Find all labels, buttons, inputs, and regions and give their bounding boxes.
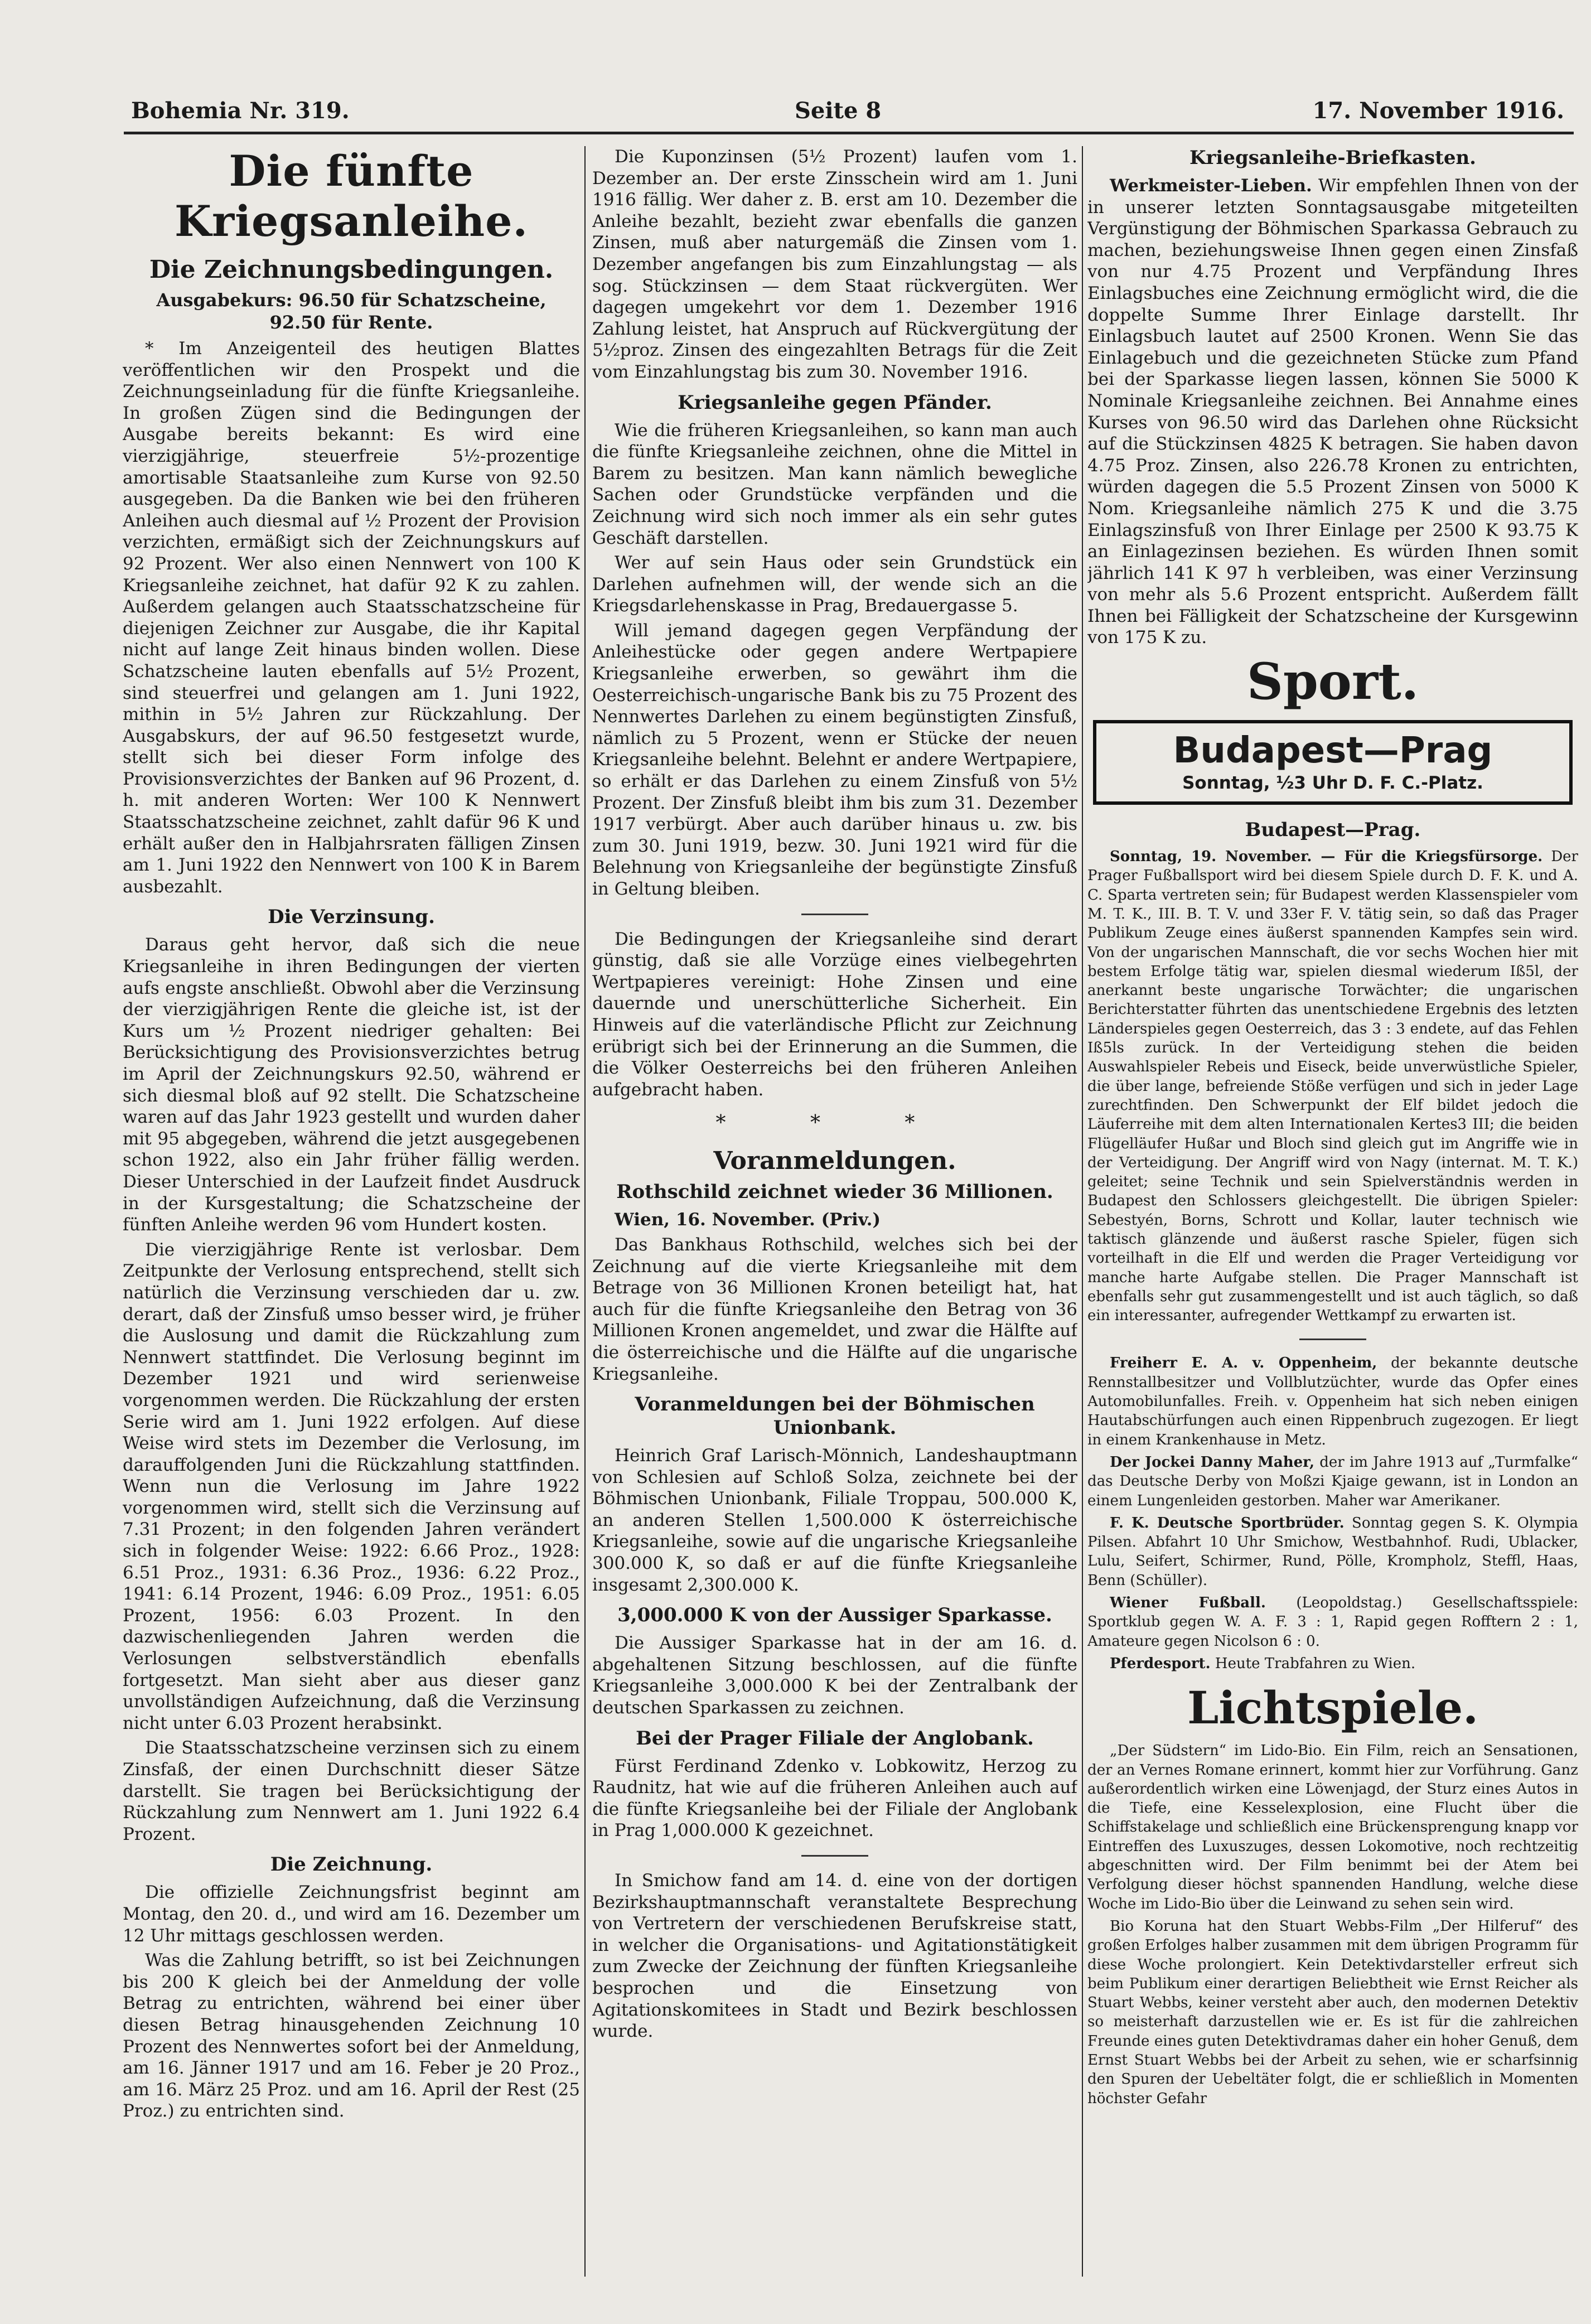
notice-lead: Freiherr E. A. v. Oppenheim, [1110,1355,1377,1372]
article-title: Die fünfte Kriegsanleihe. [175,146,528,246]
ad-title: Budapest—Prag [1173,730,1493,772]
issue-price-line-1: Ausgabekurs: 96.50 für Schatzscheine, [156,289,547,311]
notice-text: Der Prager Fußballsport wird bei diesem Spiele durch D. F. K. und A. C. Sparta vertreten sein; für Budapest werden Klassenspieler vom M. T. K., III. B. T. V. und 33er F. V. tätig sein, so daß das Prager Publikum Zeuge eines äußerst spannenden Kampfes sein wird. Von der ungarischen Mannschaft, die vor sechs Wochen hier mit bestem Erfolge tätig war, spielen diesmal wiederum Iß5l, der anerkannt beste ungarische Torwächter; die ungarischen Berichterstatter führten das unentschiedene Ergebnis des letzten Länderspieles gegen Oesterreich, das 3 : 3 endete, auf das Fehlen Iß5ls zurück. In der Verteidigung stehen die beiden Auswahlspieler Rebeis und Eiseck, beide unverwüstliche Spieler, die über lange, befreiende Stöße verfügen und sich in jeder Lage zurechtfinden. Den Schwerpunkt der Elf bildet jedoch die Läuferreihe mit dem alten Internationalen Kertes3 III; die beiden Flügelläufer Hußar und Bloch sind gleich gut im Angriffe wie in der Verteidigung. Der Angriff wird von Nagy (internat. M. T. K.) geleitet; seine Technik und sein Spielverständnis werden in Budapest den Schlossers gleichgestellt. Die übrigen Spieler: Sebestyén, Borns, Schrott und Kollar, lauter technisch wie taktisch glänzende und äußerst rasche Spieler, fügen sich vorteilhaft in die Elf und werden die Prager Verteidigung vor manche harte Aufgabe stellen. Die Prager Mannschaft ist ebenfalls sehr gut zusammengestellt und ist auch täglich, so daß ein interessanter, aufregender Wettkampf zu erwarten ist. [1087,848,1578,1325]
section-heading-zeichnung: Die Zeichnung. [270,1853,433,1876]
paragraph: Das Bankhaus Rothschild, welches sich bei der Zeichnung auf die vierte Kriegsanleihe mit dem Betrage von 36 Millionen Kronen beteiligt hat, hat auch für die fünfte Kriegsanleihe den Betrag von 36 Millionen Kronen angemeldet, und zwar die Hälfte auf die österreichische und die Hälfte auf die ungarische Kriegsanleihe. [592,1234,1077,1384]
section-heading-verzinsung: Die Verzinsung. [268,906,435,929]
subheading-anglobank: Bei der Prager Filiale der Anglobank. [636,1727,1034,1750]
section-heading-voranmeldungen: Voranmeldungen. [713,1147,956,1176]
notice-lead: Sonntag, 19. November. — Für die Kriegsfürsorge. [1110,848,1543,866]
paragraph: Will jemand dagegen gegen Verpfändung der Anleihestücke oder gegen andere Wertpapiere Kriegsanleihe erwerben, so gewährt ihm die Oesterreichisch-ungarische Bank bis zu 75 Prozent des Nennwertes Darlehen zu einem begünstigten Zinsfuß, nämlich zu 5 Prozent, wenn er Stücke der neuen Kriegsanleihe belehnt. Belehnt er andere Wertpapiere, so erhält er das Darlehen zu einem Zinsfuß von 5½ Prozent. Der Zinsfuß bleibt ihm bis zum 31. Dezember 1917 verbürgt. Aber auch darüber hinaus u. zw. bis zum 30. Juni 1919, bezw. 30. Juni 1921 wird für die Belehnung von Kriegsanleihe der begünstigte Zinsfuß in Geltung bleiben. [592,620,1077,899]
paragraph: Die Staatsschatzscheine verzinsen sich zu einem Zinsfaß, der einen Durchschnitt dieser Sätze darstellt. Sie tragen bei Berücksichtigung der Rückzahlung zum Nennwert am 1. Juni 1922 6.4 Prozent. [123,1738,580,1844]
notice-text: (Leopoldstag.) Gesellschaftsspiele: Sportklub gegen W. A. F. 3 : 1, Rapid gegen Rofftern 2 : 1, Amateure gegen Nicolson 6 : 0. [1087,1595,1578,1650]
column-1 [123,146,580,2288]
paragraph: Die offizielle Zeichnungsfrist beginnt am Montag, den 20. d., und wird am 16. Dezember um 12 Uhr mittags geschlossen werden. [123,1882,580,1946]
ad-subtitle: Sonntag, ½3 Uhr D. F. C.-Platz. [1182,773,1483,794]
paragraph: In Smichow fand am 14. d. eine von der dortigen Bezirkshauptmannschaft veranstaltete Besprechung von Vertretern der verschiedenen Berufskreise statt, in welcher die Organisations- und Agitationstätigkeit zum Zwecke der Zeichnung der fünften Kriegsanleihe besprochen und die Einsetzung von Agitationskomitees in Stadt und Bezirk beschlossen wurde. [592,1871,1077,2042]
notice-lead: Pferdesport. [1110,1655,1211,1672]
subheading-rothschild: Rothschild zeichnet wieder 36 Millionen. [616,1181,1053,1204]
header-rule [124,132,1574,134]
match-advertisement [1093,720,1573,805]
paragraph: Die Aussiger Sparkasse hat in der am 16. d. abgehaltenen Sitzung beschlossen, auf die fünfte Kriegsanleihe 3,000.000 K bei der Zentralbank der deutschen Sparkassen zu zeichnen. [592,1633,1077,1718]
page-header [131,98,1564,131]
notice-text: Sonntag gegen S. K. Olympia Pilsen. Abfahrt 10 Uhr Smichow, Westbahnhof. Rudi, Ublacker, Lulu, Seifert, Schirmer, Rund, Pölle, Krompholz, Steffl, Haas, Benn (Schüller). [1087,1514,1578,1589]
paragraph: Die Kuponzinsen (5½ Prozent) laufen vom 1. Dezember an. Der erste Zinsschein wird am 1. Juni 1916 fällig. Wer daher z. B. erst am 10. Dezember die Anleihe bezahlt, bezieht zwar ebenfalls die ganzen Zinsen, muß aber naturgemäß die Zinsen vom 1. Dezember angefangen bis zum Einzahlungstag — als sog. Stückzinsen — dem Staat rückvergüten. Wer dagegen umgekehrt vor dem 1. Dezember 1916 Zahlung leistet, hat Anspruch auf Rückvergütung der 5½proz. Zinsen des eingezahlten Betrags für die Zeit vom Einzahlungstag bis zum 30. November 1916. [592,147,1077,382]
section-heading-pfaender: Kriegsanleihe gegen Pfänder. [678,391,992,414]
notice-text: der im Jahre 1913 auf „Turmfalke“ das Deutsche Derby von Moßzi Kjaige gewann, ist in London an einem Lungenleiden gestorben. Maher war Amerikaner. [1087,1453,1578,1509]
notice-lead: Der Jockei Danny Maher, [1110,1453,1315,1471]
header-date: 17. November 1916. [1312,98,1564,124]
column-divider-2 [1082,146,1083,2277]
header-issue: Bohemia Nr. 319. [131,98,350,124]
section-heading-lichtspiele: Lichtspiele. [1187,1682,1478,1734]
paragraph: Was die Zahlung betrifft, so ist bei Zeichnungen bis 200 K gleich bei der Anmeldung der volle Betrag zu entrichten, während bei einer über diesen Betrag hinausgehenden Zeichnung 10 Prozent des Nennwertes sofort bei der Anmeldung, am 16. Jänner 1917 und am 16. Feber je 20 Proz., am 16. März 25 Proz. und am 16. April der Rest (25 Proz.) zu entrichten sind. [123,1950,580,2122]
subheading-budapest-prag: Budapest—Prag. [1245,819,1421,842]
article-subtitle: Die Zeichnungsbedingungen. [149,255,554,284]
paragraph: „Der Südstern“ im Lido-Bio. Ein Film, reich an Sensationen, der an Vernes Romane erinnert, kommt hier zur Vorführung. Ganz außerordentlich wirken eine Löwenjagd, der Sturz eines Autos in die Tiefe, eine Kesselexplosion, eine Flucht über die Schiffstakelage und schließlich eine Brückensprengung knapp vor Eintreffen des Luxuszuges, dessen Lokomotive, noch rechtzeitig abgeschnitten wird. Der Film benimmt bei der Atem bei Verfolgung dieser höchst spannenden Handlung, welche diese Woche im Lido-Bio über die Leinwand zu sehen sein wird. [1087,1742,1578,1912]
separator [801,914,868,915]
section-heading-sport: Sport. [1246,652,1419,712]
paragraph: Bio Koruna hat den Stuart Webbs-Film „Der Hilferuf“ des großen Erfolges halber zusammen mit dem übrigen Programm für diese Woche prolongiert. Kein Detektivdarsteller erfreut sich beim Publikum einer derartigen Beliebtheit wie Ernst Reicher als Stuart Webbs, keiner versteht aber auch, den modernen Detektiv so meisterhaft darzustellen wie er. Es ist für die zahlreichen Freunde eines guten Detektivdramas daher ein hoher Genuß, dem Ernst Stuart Webbs bei der Arbeit zu sehen, wie er scharfsinnig den Spuren der Uebeltäter folgt, die er schließlich in Momenten höchster Gefahr [1087,1917,1578,2107]
column-divider-1 [584,146,586,2277]
issue-price-line-2: 92.50 für Rente. [269,312,433,333]
column-2 [592,146,1077,2310]
paragraph: Heinrich Graf Larisch-Mönnich, Landeshauptmann von Schlesien auf Schloß Solza, zeichnete bei der Böhmischen Unionbank, Filiale Troppau, 500.000 K, an anderen Stellen 1,500.000 K österreichische Kriegsanleihe, sowie auf die ungarische Kriegsanleihe 300.000 K, so daß er auf die fünfte Kriegsanleihe insgesamt 2,300.000 K. [592,1446,1077,1595]
separator [801,1855,868,1857]
notice-text: der bekannte deutsche Rennstallbesitzer und Vollblutzüchter, wurde das Opfer eines Automobilunfalles. Freih. v. Oppenheim hat sich neben einigen Hautabschürfungen auch einen Rippenbruch zugezogen. Er liegt in einem Krankenhause in Metz. [1087,1355,1578,1448]
paragraph: Wie die früheren Kriegsanleihen, so kann man auch die fünfte Kriegsanleihe zeichnen, ohne die Mittel in Barem zu besitzen. Man kann nämlich bewegliche Sachen oder Grundstücke verpfänden und die Zeichnung wird sich noch immer als ein sehr gutes Geschäft darstellen. [592,420,1077,548]
paragraph: Fürst Ferdinand Zdenko v. Lobkowitz, Herzog zu Raudnitz, hat wie auf die früheren Anleihen auch auf die fünfte Kriegsanleihe bei der Filiale der Anglobank in Prag 1,000.000 K gezeichnet. [592,1756,1077,1841]
letter-addressee: Werkmeister-Lieben. [1110,176,1312,196]
section-stars: * * * [715,1112,954,1135]
subheading-unionbank: Voranmeldungen bei der Böhmischen Unionbank. [635,1393,1035,1439]
header-page-number: Seite 8 [795,98,882,124]
paragraph: Daraus geht hervor, daß sich die neue Kriegsanleihe in ihren Bedingungen der vierten aufs engste anschließt. Obwohl aber die Verzinsung der vierzigjährigen Rente die gleiche ist, ist der Kurs um ½ Prozent niedriger gehalten: Bei Berücksichtigung des Provisionsverzichtes betrug im April der Zeichnungskurs 92.50, während er sich diesmal bloß auf 92 stellt. Die Schatzscheine waren auf das Jahr 1923 gestellt und wurden daher mit 95 abgegeben, während die jetzt ausgegebenen schon 1922, also ein Jahr früher fällig werden. Dieser Unterschied in der Laufzeit findet Ausdruck in der Kursgestaltung; die Schatzscheine der fünften Anleihe werden 96 vom Hundert kosten. [123,935,580,1235]
notice-lead: F. K. Deutsche Sportbrüder. [1110,1514,1345,1531]
sport-notices [1087,847,1578,1673]
paragraph: Wer auf sein Haus oder sein Grundstück ein Darlehen aufnehmen will, der wende sich an die Kriegsdarlehenskasse in Prag, Bredauergasse 5. [592,553,1077,616]
paragraph: Die vierzigjährige Rente ist verlosbar. Dem Zeitpunkte der Verlosung entsprechend, stellt sich natürlich die Verzinsung verschieden dar u. zw. derart, daß der Zinsfuß umso besser wird, je früher die Auslosung und damit die Rückzahlung zum Nennwert stattfindet. Die Verlosung beginnt im Dezember 1921 und wird serienweise vorgenommen werden. Die Rückzahlung der ersten Serie wird am 1. Juni 1922 erfolgen. Auf diese Weise wird stets im Dezember die Verlosung, im darauffolgenden Juni die Rückzahlung stattfinden. Wenn nun die Verlosung im Jahre 1922 vorgenommen wird, stellt sich die Verzinsung auf 7.31 Prozent; in den folgenden Jahren verändert sich in folgender Weise: 1922: 6.66 Proz., 1928: 6.51 Proz., 1931: 6.36 Proz., 1936: 6.22 Proz., 1941: 6.14 Prozent, 1946: 6.09 Proz., 1951: 6.05 Prozent, 1956: 6.03 Prozent. In den dazwischenliegenden Jahren werden die Verlosungen selbstverständlich ebenfalls fortgesetzt. Man sieht aber aus dieser ganz unvollständigen Aufzeichnung, daß die Verzinsung nicht unter 6.03 Prozent herabsinkt. [123,1239,580,1733]
paragraph: * Im Anzeigenteil des heutigen Blattes veröffentlichen wir den Prospekt und die Zeichnungseinladung für die fünfte Kriegsanleihe. In großen Zügen sind die Bedingungen der Ausgabe bereits bekannt: Es wird eine vierzigjährige, steuerfreie 5½-prozentige amortisable Staatsanleihe zum Kurse von 92.50 ausgegeben. Da die Banken wie bei den früheren Anleihen auch diesmal auf ½ Prozent der Provision verzichten, ermäßigt sich der Zeichnungskurs auf 92 Prozent. Wer also einen Nennwert von 100 K Kriegsanleihe zeichnet, hat dafür 92 K zu zahlen. Außerdem gelangen auch Staatsschatzscheine für diejenigen Zeichner zur Ausgabe, die ihr Kapital nicht auf lange Zeit hinaus binden wollen. Diese Schatzscheine lauten ebenfalls auf 5½ Prozent, sind steuerfrei und gelangen am 1. Juni 1922, mithin in 5½ Jahren zur Rückzahlung. Der Ausgabskurs, der auf 96.50 festgesetzt wurde, stellt sich bei dieser Form infolge des Provisionsverzichtes der Banken auf 96 Prozent, d. h. mit anderen Worten: Wer 100 K Nennwert Staatsschatzscheine zeichnet, zahlt dafür 96 K und erhält außer den in Halbjahrsraten fälligen Zinsen am 1. Juni 1922 den Nennwert von 100 K in Barem ausbezahlt. [123,339,580,897]
cinema-notices [1087,1741,1578,2108]
section-heading-briefkasten: Kriegsanleihe-Briefkasten. [1189,147,1477,169]
dateline: Wien, 16. November. (Priv.) [615,1210,881,1230]
paragraph: Die Bedingungen der Kriegsanleihe sind derart günstig, daß sie alle Vorzüge eines vielbegehrten Wertpapieres vereinigt: Hohe Zinsen und eine dauernde und unerschütterliche Sicherheit. Ein Hinweis auf die vaterländische Pflicht zur Zeichnung erübrigt sich bei der Erinnerung an die Summen, die die Völker Oesterreichs bei den früheren Anleihen aufgebracht haben. [592,929,1077,1100]
column-3 [1087,146,1578,2310]
separator [1299,1339,1366,1340]
notice-lead: Wiener Fußball. [1110,1595,1266,1612]
notice-text: Heute Trabfahren zu Wien. [1210,1655,1416,1672]
letter-answer: Wir empfehlen Ihnen von der in unserer letzten Sonntagsausgabe mitgeteilten Vergünstigung der Böhmischen Sparkassa Gebrauch zu machen, beziehungsweise Ihnen gegen einen Zinsfaß von nur 4.75 Prozent und Verpfändung Ihres Einlagsbuches eine Zeichnung ermöglicht wird, die die doppelte Summe Ihrer Einlage darstellt. Ihr Einlagsbuch lautet auf 2500 Kronen. Wenn Sie das Einlagebuch und die gezeichneten Stücke zum Pfand bei der Sparkasse liegen lassen, können Sie 5000 K Nominale Kriegsanleihe zeichnen. Bei Annahme eines Kurses von 96.50 wird das Darlehen ohne Rücksicht auf die Stückzinsen 4825 K betragen. Sie haben davon 4.75 Proz. Zinsen, also 226.78 Kronen zu entrichten, würden dagegen die 5.5 Prozent Zinsen von 5000 K Nom. Kriegsanleihe nämlich 275 K und die 3.75 Einlagszinsfuß von Ihrer Einlage per 2500 K 93.75 K an Einlagezinsen beziehen. Es würden Ihnen somit jährlich 141 K 97 h verbleiben, was einer Verzinsung von mehr als 5.6 Prozent entspricht. Außerdem fällt Ihnen bei Fälligkeit der Schatzscheine der Kursgewinn von 175 K zu. [1087,176,1578,648]
subheading-aussig: 3,000.000 K von der Aussiger Sparkasse. [617,1604,1052,1627]
